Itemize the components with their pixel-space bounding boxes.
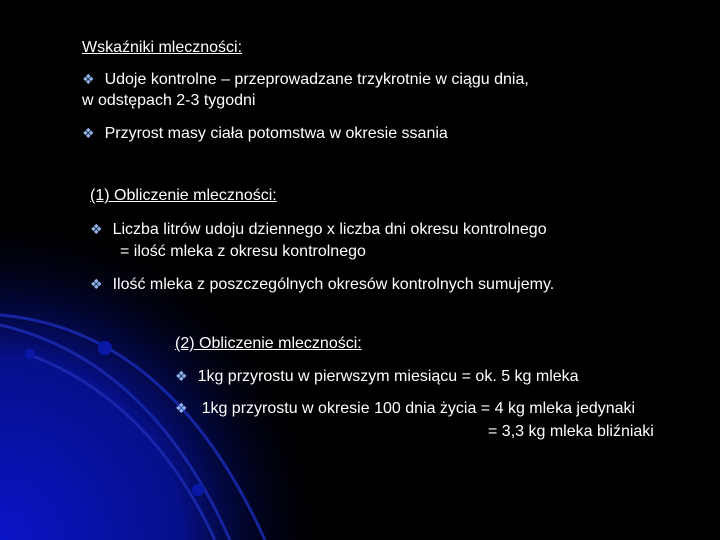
bullet-text: Liczba litrów udoju dziennego x liczba dni okresu kontrolnego [112,221,547,238]
bullet-icon: ❖ [82,126,95,142]
bullet-item [175,367,579,387]
bullet-text: 1kg przyrostu w okresie 100 dnia życia = 4 kg mleka jedynaki [201,400,636,417]
bullet-icon: ❖ [90,222,103,238]
bullet-text: Ilość mleka z poszczególnych okresów kontrolnych sumujemy. [112,276,555,293]
bullet-icon: ❖ [90,277,103,293]
bullet-icon: ❖ [175,369,188,385]
bullet-icon: ❖ [175,401,188,417]
bullet-text-continued: w odstępach 2-3 tygodni [82,92,256,109]
bullet-item [90,220,547,240]
bullet-text-continued: = 3,3 kg mleka bliźniaki [488,423,654,440]
slide-heading: Wskaźniki mleczności: [82,39,243,56]
bullet-text-continued: = ilość mleka z okresu kontrolnego [120,243,366,260]
bullet-item [82,70,529,90]
section1-heading: (1) Obliczenie mleczności: [90,187,277,204]
bullet-icon: ❖ [82,72,95,88]
bullet-text: Udoje kontrolne – przeprowadzane trzykrotnie w ciągu dnia, [104,71,529,88]
bullet-item [90,275,554,295]
bullet-text: Przyrost masy ciała potomstwa w okresie ssania [104,125,448,142]
bullet-text: 1kg przyrostu w pierwszym miesiącu = ok. 5 kg mleka [197,368,579,385]
bullet-item [175,399,635,419]
bullet-item [82,124,448,144]
section2-heading: (2) Obliczenie mleczności: [175,335,362,352]
